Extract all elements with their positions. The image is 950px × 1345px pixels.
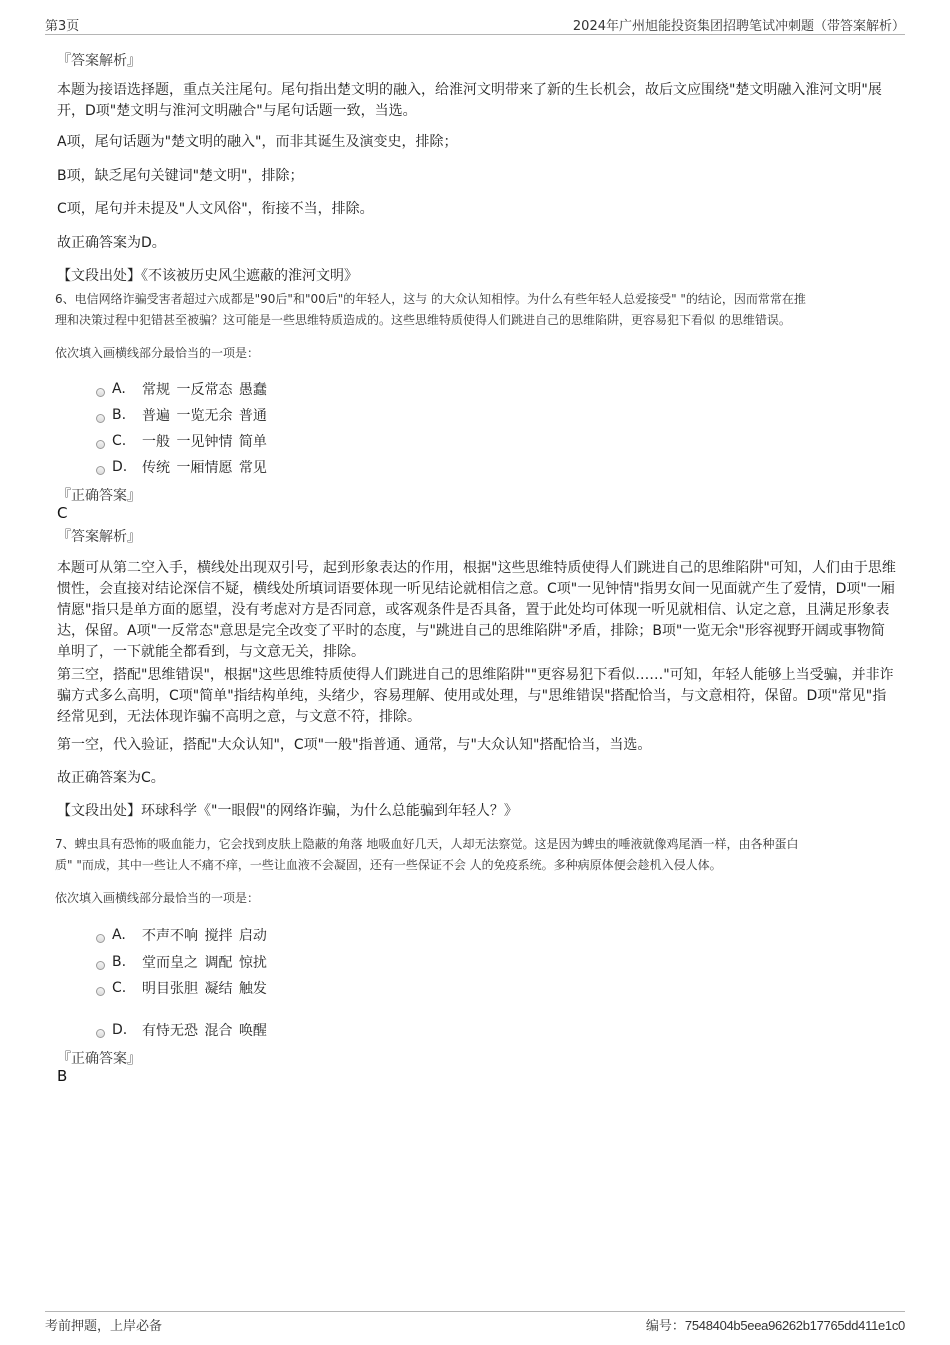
- option-text: 明目张胆 凝结 触发: [142, 981, 267, 997]
- q7-option-d[interactable]: [96, 1020, 267, 1040]
- analysis-paragraph: 第三空，搭配"思维错误"，根据"这些思维特质使得人们跳进自己的思维陷阱""更容易犯下看似……"可知，年轻人能够上当受骗，并非诈骗方式多么高明，C项"简单"指结构单纯，头绪少，容易理解、使用或处理，与"思维错误"搭配恰当，与文意相符，保留。D项"常见"指经常见到，无法体现诈骗不高明之意，与文意不符，排除。: [57, 667, 894, 725]
- analysis-option-a: A项，尾句话题为"楚文明的融入"，而非其诞生及演变史，排除；: [57, 134, 458, 150]
- option-letter: A.: [112, 927, 126, 943]
- analysis-option-c: C项，尾句并未提及"人文风俗"，衔接不当，排除。: [57, 201, 374, 217]
- q6-option-c[interactable]: [96, 431, 267, 451]
- question-7-stem: [55, 834, 900, 876]
- code-value: 7548404b5eea96262b17765dd411e1c0: [684, 1318, 905, 1333]
- radio-button[interactable]: [96, 934, 105, 943]
- option-text: 堂而皇之 调配 惊扰: [142, 955, 267, 971]
- analysis-conclusion: 故正确答案为D。: [57, 235, 166, 251]
- option-text: 传统 一厢情愿 常见: [142, 460, 267, 476]
- option-text: 不声不响 搅拌 启动: [142, 928, 267, 944]
- correct-answer-label: 『正确答案』: [57, 1051, 141, 1067]
- option-letter: B.: [112, 954, 127, 970]
- q7-option-a[interactable]: [96, 925, 267, 945]
- correct-answer: B: [57, 1067, 68, 1085]
- code-label: 编号：: [645, 1319, 685, 1334]
- document-code: [646, 1315, 905, 1334]
- option-text: 普遍 一览无余 普通: [142, 408, 267, 424]
- question-6-stem: [55, 289, 900, 331]
- q7-option-b[interactable]: [96, 952, 267, 972]
- footer-slogan: 考前押题，上岸必备: [45, 1319, 163, 1334]
- question-prompt: 依次填入画横线部分最恰当的一项是：: [55, 891, 260, 905]
- question-prompt: 依次填入画横线部分最恰当的一项是：: [55, 346, 260, 360]
- option-text: 常规 一反常态 愚蠢: [142, 382, 267, 398]
- analysis-paragraph: 本题可从第二空入手，横线处出现双引号，起到形象表达的作用，根据"这些思维特质使得人们跳进自己的思维陷阱"可知，人们由于思维惯性，会直接对结论深信不疑，横线处所填词语要体现一听见结论就相信之意。C项"一见钟情"指男女间一见面就产生了爱情，D项"一厢情愿"指只是单方面的愿望，没有考虑对方是否同意，或客观条件是否具备，置于此处均可体现一听见就相信、认定之意，且满足形象表达，保留。A项"一反常态"意思是完全改变了平时的态度，与"跳进自己的思维陷阱"矛盾，排除；B项"一览无余"形容视野开阔或事物简单明了，一下就能全都看到，与文意无关，排除。: [57, 560, 896, 660]
- question-stem-line: 7、蜱虫具有恐怖的吸血能力，它会找到皮肤上隐蔽的角落 地吸血好几天，人却无法察觉。这是因为蜱虫的唾液就像鸡尾酒一样，由各种蛋白: [55, 837, 799, 851]
- source-citation: 【文段出处】《不该被历史风尘遮蔽的淮河文明》: [57, 268, 358, 284]
- option-letter: A.: [112, 381, 126, 397]
- option-letter: D.: [112, 1022, 128, 1038]
- radio-button[interactable]: [96, 961, 105, 970]
- option-letter: B.: [112, 407, 127, 423]
- q7-option-c[interactable]: [96, 978, 267, 998]
- correct-answer-label: 『正确答案』: [57, 488, 141, 504]
- q6-option-d[interactable]: [96, 457, 267, 477]
- option-letter: C.: [112, 980, 127, 996]
- radio-button[interactable]: [96, 388, 105, 397]
- analysis-paragraph: 本题为接语选择题，重点关注尾句。尾句指出楚文明的融入，给淮河文明带来了新的生长机会，故后文应围绕"楚文明融入淮河文明"展开，D项"楚文明与淮河文明融合"与尾句话题一致，当选。: [57, 82, 882, 119]
- analysis-label: 『答案解析』: [57, 53, 141, 69]
- option-text: 有恃无恐 混合 唤醒: [142, 1023, 267, 1039]
- page-footer: [45, 1311, 905, 1336]
- radio-button[interactable]: [96, 987, 105, 996]
- document-title: 2024年广州旭能投资集团招聘笔试冲刺题（带答案解析）: [572, 19, 905, 34]
- q6-option-a[interactable]: [96, 379, 267, 399]
- option-letter: C.: [112, 433, 127, 449]
- radio-button[interactable]: [96, 414, 105, 423]
- analysis-paragraph: 第一空，代入验证，搭配"大众认知"，C项"一般"指普通、通常，与"大众认知"搭配恰当，当选。: [57, 737, 652, 753]
- page-number: 第3页: [45, 19, 80, 34]
- radio-button[interactable]: [96, 1029, 105, 1038]
- correct-answer: C: [57, 504, 68, 522]
- question-stem-line: 理和决策过程中犯错甚至被骗？这可能是一些思维特质造成的。这些思维特质使得人们跳进自己的思维陷阱，更容易犯下看似 的思维错误。: [55, 313, 791, 327]
- question-stem-line: 质" "而成，其中一些让人不痛不痒，一些让血液不会凝固，还有一些保证不会 人的免疫系统。多种病原体便会趁机入侵人体。: [55, 858, 722, 872]
- page-header: [45, 14, 905, 35]
- q6-option-b[interactable]: [96, 405, 267, 425]
- question-stem-line: 6、电信网络诈骗受害者超过六成都是"90后"和"00后"的年轻人，这与 的大众认知相悖。为什么有些年轻人总爱接受" "的结论，因而常常在推: [55, 292, 806, 306]
- analysis-conclusion: 故正确答案为C。: [57, 770, 165, 786]
- analysis-option-b: B项，缺乏尾句关键词"楚文明"，排除；: [57, 168, 304, 184]
- option-text: 一般 一见钟情 简单: [142, 434, 267, 450]
- radio-button[interactable]: [96, 466, 105, 475]
- option-letter: D.: [112, 459, 128, 475]
- analysis-label: 『答案解析』: [57, 529, 141, 545]
- source-citation: 【文段出处】环球科学《"一眼假"的网络诈骗，为什么总能骗到年轻人？》: [57, 803, 518, 819]
- radio-button[interactable]: [96, 440, 105, 449]
